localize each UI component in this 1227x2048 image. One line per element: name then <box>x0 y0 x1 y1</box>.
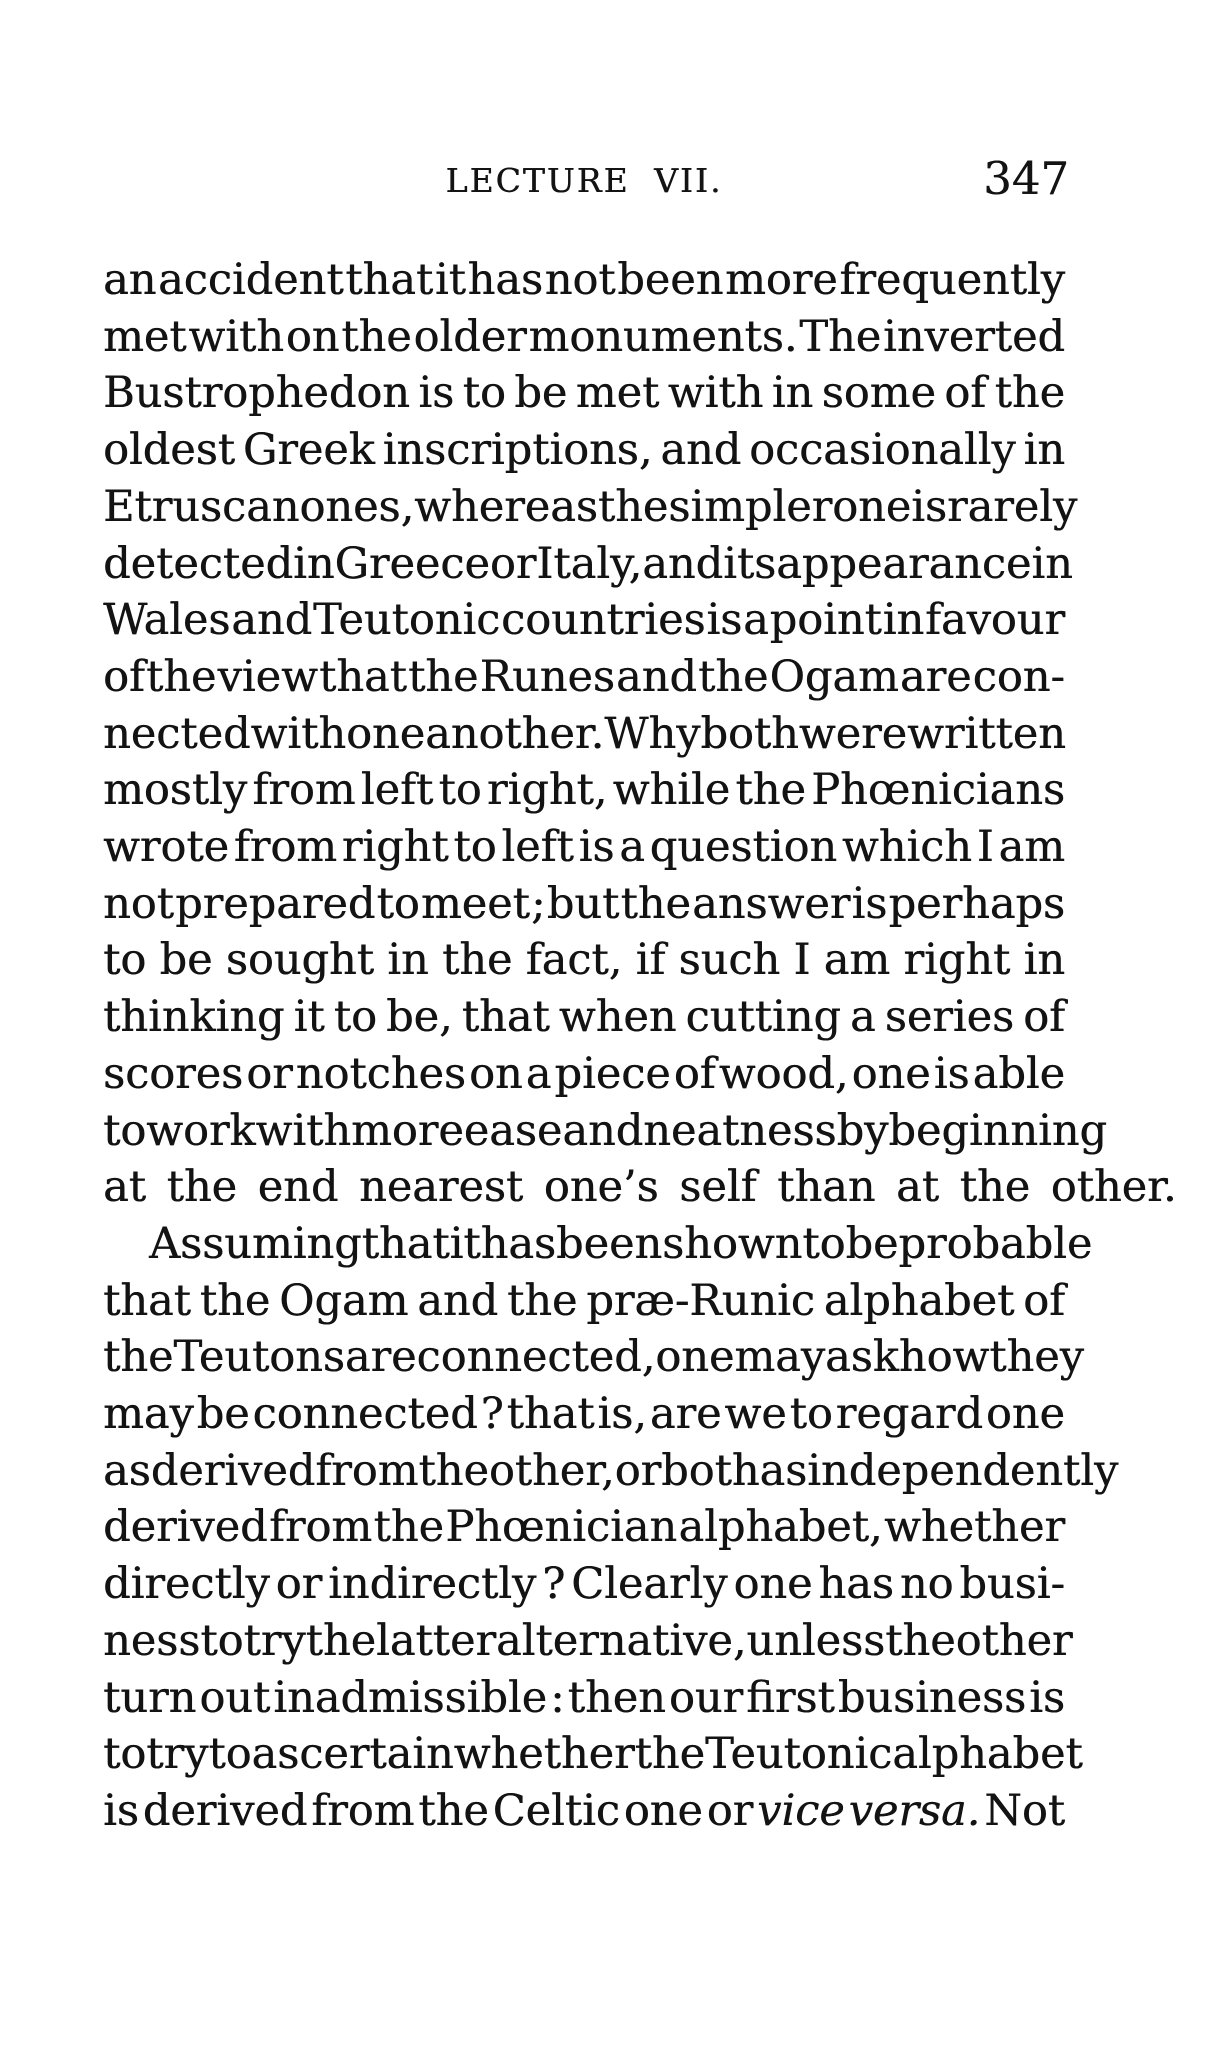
word: from <box>315 1445 419 1496</box>
word: to <box>333 992 377 1043</box>
word: is <box>911 481 947 532</box>
word: of <box>673 1048 716 1099</box>
word: work <box>146 1105 256 1156</box>
word: met <box>103 311 187 362</box>
word: that <box>506 1389 595 1440</box>
text-line <box>103 1046 1065 1103</box>
word: meet <box>420 878 530 929</box>
word: is <box>706 595 743 646</box>
word: the <box>885 1615 956 1666</box>
word: which <box>841 822 972 873</box>
word: been <box>617 255 724 305</box>
word: to <box>103 1729 147 1780</box>
text-line <box>103 762 1065 819</box>
word: older <box>413 311 527 362</box>
word: in <box>1023 425 1065 476</box>
word: detected <box>103 538 294 589</box>
word: the <box>994 368 1065 419</box>
word: Not <box>984 1785 1065 1836</box>
word: a <box>849 992 876 1043</box>
word: cutting <box>685 992 841 1043</box>
word: of <box>103 651 145 702</box>
word: Assuming <box>149 1218 362 1269</box>
word: be <box>159 935 213 986</box>
word: from <box>311 1785 415 1836</box>
word: point <box>769 595 882 646</box>
text-line <box>103 1273 1065 1330</box>
word: both <box>661 1445 760 1496</box>
word: monuments. <box>528 311 798 362</box>
word: Phœnicians <box>811 765 1065 816</box>
word: or <box>275 1559 323 1610</box>
word: is <box>103 1785 139 1836</box>
word: that <box>345 255 434 305</box>
word: wrote <box>103 822 229 873</box>
word: is <box>1029 1672 1065 1723</box>
word: has <box>467 255 543 305</box>
word: a <box>743 595 769 646</box>
word: if <box>635 935 666 986</box>
word: that <box>361 1218 450 1269</box>
word: vice <box>757 1785 845 1836</box>
word: mostly <box>103 765 248 816</box>
word: is <box>578 822 615 873</box>
word: independently <box>807 1445 1119 1496</box>
word: alphabet <box>892 1729 1083 1780</box>
text-line <box>103 365 1065 422</box>
word: rarely <box>946 481 1078 532</box>
word: and <box>660 425 742 476</box>
text-line <box>103 479 1078 536</box>
word: be, <box>386 992 453 1043</box>
word: out <box>199 1672 271 1723</box>
word: Ogam <box>279 1275 409 1326</box>
word: with <box>250 708 347 759</box>
word: the <box>341 311 412 362</box>
word: shown <box>662 1218 803 1269</box>
word: the <box>620 878 691 929</box>
word: try <box>146 1729 209 1780</box>
word: to <box>376 878 420 929</box>
word: be <box>196 1389 250 1440</box>
text-line <box>103 1556 1065 1613</box>
word: be <box>514 368 568 419</box>
word: in <box>1031 538 1073 589</box>
word: in <box>882 595 925 646</box>
word: wood, <box>718 1048 849 1099</box>
word: occasionally <box>749 425 1016 476</box>
word: business <box>837 1672 1027 1723</box>
word: from <box>252 765 356 816</box>
word: some <box>821 368 936 419</box>
word: as <box>759 1445 808 1496</box>
word: notches <box>295 1048 466 1099</box>
word: with <box>667 368 764 419</box>
word: may <box>103 1389 194 1440</box>
word: oldest <box>103 425 235 476</box>
word: an <box>103 255 157 305</box>
word: of <box>944 368 987 419</box>
word: ask <box>825 1332 899 1383</box>
word: connected, <box>416 1332 656 1383</box>
text-line <box>103 422 1065 479</box>
word: is <box>933 1048 970 1099</box>
word: the <box>145 651 217 702</box>
word: one <box>346 708 426 759</box>
word: when <box>558 992 677 1043</box>
word: then <box>567 1672 666 1723</box>
word: versa. <box>848 1785 981 1836</box>
word: its <box>723 538 777 589</box>
word: Clearly <box>571 1559 728 1610</box>
word: to <box>208 1729 252 1780</box>
word: is, <box>597 1389 647 1440</box>
word: view <box>217 651 318 702</box>
word: : <box>550 1672 565 1723</box>
text-segment: at the end nearest one’s self than at the other. <box>103 1162 1177 1213</box>
word: or <box>614 1445 662 1496</box>
word: been <box>555 1218 663 1269</box>
word: ? <box>480 1389 504 1440</box>
text-line <box>103 932 1065 989</box>
text-line <box>103 1613 1073 1670</box>
word: while <box>612 765 731 816</box>
word: and <box>562 1105 644 1156</box>
word: be <box>845 1218 899 1269</box>
word: and <box>615 651 697 702</box>
text-line <box>103 1499 1065 1556</box>
word: the <box>441 935 513 986</box>
word: has <box>818 1559 894 1610</box>
text-line <box>103 1726 1083 1783</box>
text-line <box>103 1783 1065 1840</box>
word: not <box>103 878 174 929</box>
word: inverted <box>882 311 1065 362</box>
word: but <box>546 878 620 929</box>
word: is <box>418 368 455 419</box>
word: regard <box>835 1389 983 1440</box>
word: with <box>188 311 284 362</box>
word: Bustrophedon <box>103 368 410 419</box>
text-line <box>103 819 1065 876</box>
word: right <box>341 822 449 873</box>
word: from <box>268 1502 373 1553</box>
word: latter <box>376 1615 496 1666</box>
word: series <box>884 992 1015 1043</box>
word: that <box>103 1275 191 1326</box>
word: derived <box>142 1785 308 1836</box>
word: more <box>351 1105 464 1156</box>
word: alphabet, <box>678 1502 883 1553</box>
word: scores <box>103 1048 244 1099</box>
word: it <box>434 255 466 305</box>
word: thinking <box>103 992 285 1043</box>
word: from <box>233 822 337 873</box>
page-number: 347 <box>983 152 1069 205</box>
word: a <box>525 1048 552 1099</box>
word: may <box>734 1332 826 1383</box>
word: are <box>899 651 972 702</box>
word: directly <box>103 1559 270 1610</box>
word: a <box>619 822 645 873</box>
word: frequently <box>839 255 1065 305</box>
word: Teutonic <box>705 1729 893 1780</box>
word: inadmissible <box>273 1672 548 1723</box>
word: whether <box>453 1729 635 1780</box>
text-line <box>103 1670 1065 1727</box>
word: fact, <box>525 935 623 986</box>
text-line <box>103 876 1065 933</box>
word: one <box>655 1332 735 1383</box>
word: favour <box>924 595 1065 646</box>
word: to <box>103 935 147 986</box>
word: the <box>103 1332 174 1383</box>
word: left <box>360 765 434 816</box>
word: that <box>318 651 407 702</box>
word: unless <box>746 1615 886 1666</box>
word: answer <box>692 878 851 929</box>
word: the <box>418 1445 489 1496</box>
word: the <box>418 1785 489 1836</box>
word: neatness <box>643 1105 837 1156</box>
word: I <box>976 822 994 873</box>
word: the <box>373 1502 444 1553</box>
word: how <box>898 1332 990 1383</box>
word: ; <box>531 878 546 929</box>
word: to <box>438 765 482 816</box>
word: am <box>823 935 891 986</box>
word: they <box>989 1332 1084 1383</box>
word: or <box>246 1048 293 1099</box>
word: whether <box>884 1502 1065 1553</box>
word: the <box>597 481 669 532</box>
word: with <box>255 1105 352 1156</box>
word: the <box>634 1729 705 1780</box>
word: are <box>344 1332 417 1383</box>
word: accident <box>158 255 344 305</box>
word: try <box>243 1615 306 1666</box>
word: to <box>802 1218 846 1269</box>
word: to <box>200 1615 244 1666</box>
word: to <box>103 1105 147 1156</box>
word: nected <box>103 708 251 759</box>
word: right <box>903 935 1011 986</box>
word: by <box>836 1105 889 1156</box>
word: Greece <box>334 538 490 589</box>
word: sought <box>225 935 374 986</box>
text-line <box>103 536 1073 593</box>
word: and <box>417 1275 499 1326</box>
word: derived <box>103 1502 268 1553</box>
word: left <box>501 822 574 873</box>
word: Runes <box>479 651 615 702</box>
word: Teutonic <box>312 595 501 646</box>
word: one <box>832 481 912 532</box>
text-line <box>103 649 1065 706</box>
word: in <box>387 935 429 986</box>
word: Greek <box>242 425 375 476</box>
word: the <box>697 651 769 702</box>
word: to <box>789 1389 833 1440</box>
word: is <box>851 878 888 929</box>
word: right, <box>486 765 608 816</box>
word: countries <box>501 595 706 646</box>
text-line <box>103 1443 1119 1500</box>
word: præ-Runic <box>586 1275 815 1326</box>
word: question <box>649 822 838 873</box>
word: busi- <box>959 1559 1065 1610</box>
word: the <box>199 1275 271 1326</box>
word: one <box>623 1785 703 1836</box>
word: perhaps <box>888 878 1065 929</box>
word: are <box>649 1389 722 1440</box>
word: inscriptions, <box>382 425 653 476</box>
word: I <box>793 935 811 986</box>
word: am <box>998 822 1065 873</box>
word: the <box>506 1275 578 1326</box>
body-text <box>103 252 1177 1840</box>
word: The <box>799 311 882 362</box>
word: Etruscan <box>103 481 300 532</box>
word: Italy, <box>536 538 643 589</box>
word: met <box>575 368 660 419</box>
word: Why <box>604 708 701 759</box>
word: one <box>985 1389 1065 1440</box>
word: the <box>408 651 479 702</box>
word: simpler <box>668 481 833 532</box>
text-line <box>103 592 1065 649</box>
word: Ogam <box>769 651 899 702</box>
word: it <box>293 992 325 1043</box>
word: on <box>469 1048 523 1099</box>
word: in <box>1023 935 1065 986</box>
word: Celtic <box>492 1785 620 1836</box>
word: other, <box>488 1445 615 1496</box>
word: piece <box>554 1048 671 1099</box>
word: both <box>700 708 799 759</box>
running-header <box>103 150 1069 205</box>
word: alphabet <box>823 1275 1015 1326</box>
word: alternative, <box>495 1615 747 1666</box>
text-line <box>103 1103 1107 1160</box>
text-line <box>103 706 1065 763</box>
word: on <box>285 311 340 362</box>
word: Teutons <box>173 1332 345 1383</box>
running-header-title: LECTURE VII. <box>445 161 723 200</box>
word: ? <box>542 1559 566 1610</box>
word: were <box>798 708 908 759</box>
word: has <box>480 1218 556 1269</box>
text-line <box>103 252 1065 309</box>
word: ease <box>463 1105 563 1156</box>
word: ness <box>103 1615 201 1666</box>
word: our <box>668 1672 744 1723</box>
word: able <box>972 1048 1065 1099</box>
text-line <box>149 1216 1093 1273</box>
word: connected <box>252 1389 478 1440</box>
text-line <box>103 989 1065 1046</box>
word: it <box>449 1218 481 1269</box>
word: that <box>461 992 550 1043</box>
word: other <box>955 1615 1073 1666</box>
word: not <box>544 255 616 305</box>
word: the <box>305 1615 377 1666</box>
word: to <box>462 368 506 419</box>
word: probable <box>898 1218 1093 1269</box>
text-line <box>103 309 1065 366</box>
word: Wales <box>103 595 231 646</box>
word: more <box>725 255 838 305</box>
word: ones, <box>299 481 415 532</box>
word: as <box>103 1445 151 1496</box>
text-line <box>103 1329 1084 1386</box>
word: the <box>735 765 806 816</box>
word: turn <box>103 1672 197 1723</box>
word: indirectly <box>328 1559 537 1610</box>
word: written <box>907 708 1066 759</box>
word: or <box>706 1785 754 1836</box>
word: derived <box>150 1445 316 1496</box>
word: con- <box>972 651 1065 702</box>
word: one <box>851 1048 931 1099</box>
word: in <box>771 368 814 419</box>
word: no <box>899 1559 954 1610</box>
word: prepared <box>175 878 376 929</box>
word: appearance <box>776 538 1032 589</box>
word: and <box>642 538 724 589</box>
word: and <box>231 595 313 646</box>
text-line <box>103 1386 1065 1443</box>
text-line <box>103 1159 1177 1216</box>
word: beginning <box>888 1105 1107 1156</box>
word: we <box>724 1389 787 1440</box>
word: to <box>453 822 497 873</box>
word: such <box>678 935 781 986</box>
word: in <box>293 538 335 589</box>
word: of <box>1023 1275 1065 1326</box>
word: Phœnician <box>445 1502 678 1553</box>
word: whereas <box>414 481 598 532</box>
word: of <box>1023 992 1065 1043</box>
word: ascertain <box>251 1729 454 1780</box>
word: one <box>733 1559 813 1610</box>
word: first <box>746 1672 835 1723</box>
word: or <box>489 538 537 589</box>
word: another. <box>425 708 605 759</box>
